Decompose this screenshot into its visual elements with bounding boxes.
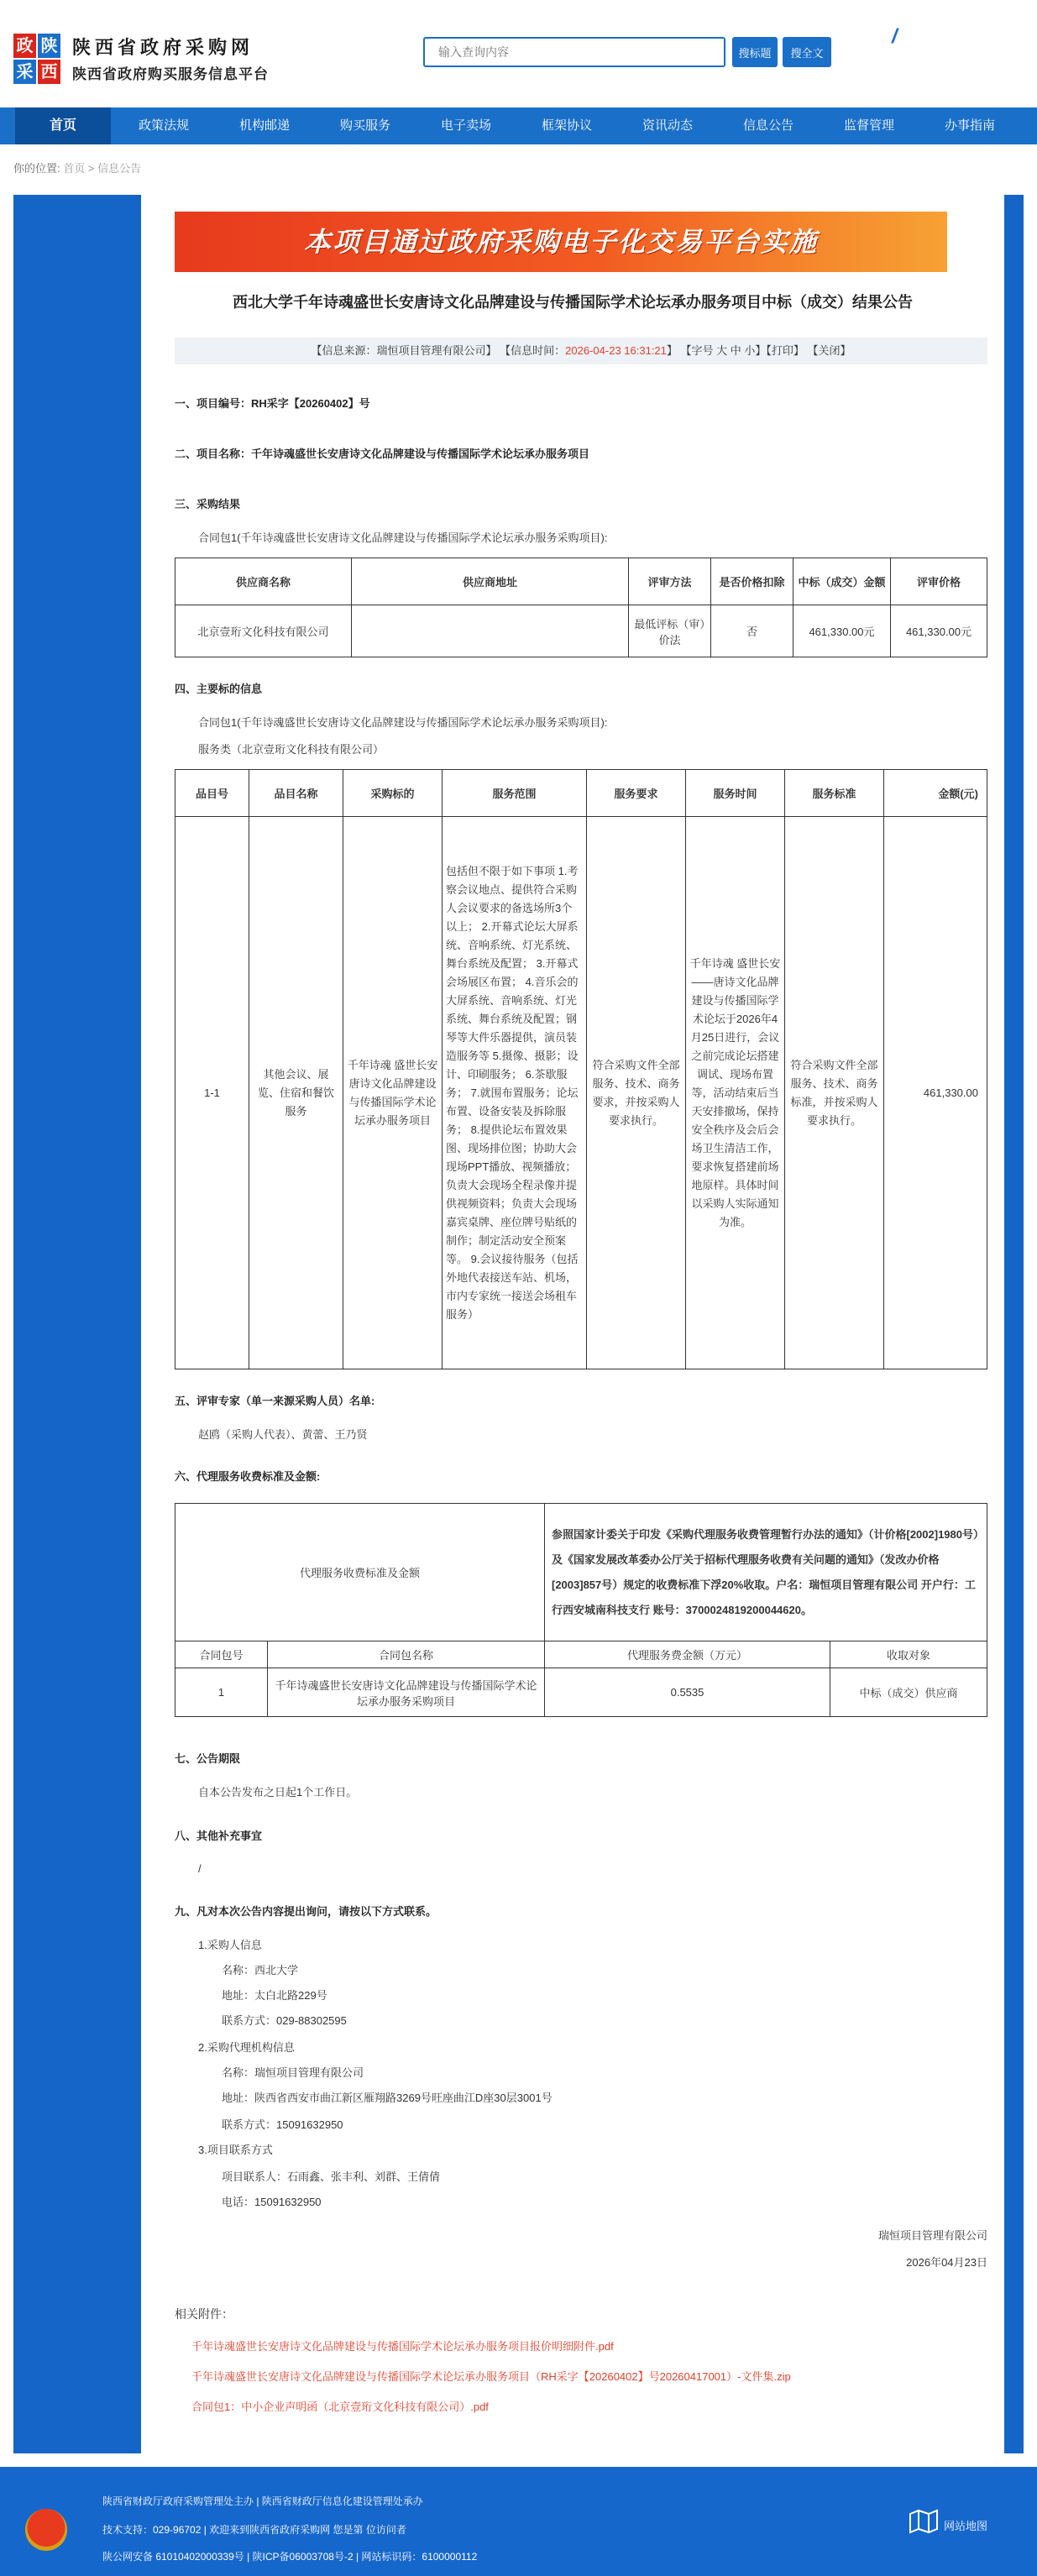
package-no: 1 — [175, 1668, 268, 1717]
contact-agency-heading: 2.采购代理机构信息 — [198, 2041, 295, 2054]
fee-standard-description: 参照国家计委关于印发《采购代理服务收费管理暂行办法的通知》（计价格[2002]1980号）及《国家发展改革委办公厅关于招标代理服务收费有关问题的通知》（发改办价格[2003]857号）规定的收费标准下浮20%收取。户名：瑞恒项目管理有限公司 开户行：工行西安城南科技支行 账号：3700024819200044620。 — [545, 1504, 987, 1641]
section-4-package: 合同包1(千年诗魂盛世长安唐诗文化品牌建设与传播国际学术论坛承办服务采购项目): — [198, 716, 608, 729]
table-header: 品目名称 — [249, 770, 343, 817]
footer — [0, 2467, 1037, 2576]
site-logo[interactable] — [13, 34, 60, 84]
attachments-title: 相关附件： — [175, 2307, 233, 2321]
nav-item-policy[interactable]: 政策法规 — [138, 118, 189, 133]
nav-item-home[interactable]: 首页 — [15, 107, 111, 144]
footer-registration: 陕公网安备 61010402000339号 | 陕ICP备06003708号-2 | 网站标识码：6100000112 — [102, 2551, 478, 2563]
right-decoration-band — [1004, 195, 1024, 2453]
footer-support: 技术支持：029-96702 | 欢迎来到陕西省政府采购网 您是第 位访问者 — [102, 2524, 406, 2536]
contact-agency-name: 名称：瑞恒项目管理有限公司 — [222, 2066, 364, 2079]
section-3-title: 三、采购结果 — [175, 498, 241, 510]
item-no: 1-1 — [175, 817, 249, 1369]
section-3-package: 合同包1(千年诗魂盛世长安唐诗文化品牌建设与传播国际学术论坛承办服务采购项目): — [198, 531, 608, 544]
info-time-label: 【信息时间： — [500, 344, 566, 357]
main-item-table — [175, 769, 987, 1369]
contact-purchaser-address: 地址：太白北路229号 — [222, 1989, 327, 2002]
info-tools[interactable]: 【字号 大 中 小】【打印】 【关闭】 — [680, 344, 851, 357]
item-requirement: 符合采购文件全部服务、技术、商务要求，并按采购人要求执行。 — [587, 817, 686, 1369]
section-4-title: 四、主要标的信息 — [175, 683, 263, 695]
table-header: 采购标的 — [343, 770, 443, 817]
nav-item-framework[interactable]: 框架协议 — [541, 118, 592, 133]
header — [0, 0, 1037, 107]
section-4-service-type: 服务类（北京壹珩文化科技有限公司） — [198, 743, 385, 756]
section-1-project-number: 一、项目编号：RH采字【20260402】号 — [175, 397, 370, 410]
search-title-button[interactable]: 搜标题 — [732, 37, 778, 67]
item-target: 千年诗魂 盛世长安 唐诗文化品牌建设与传播国际学术论坛承办服务项目 — [343, 817, 443, 1369]
supplier-name: 北京壹珩文化科技有限公司 — [175, 605, 352, 657]
footer-sponsor: 陕西省财政厅政府采购管理处主办 | 陕西省财政厅信息化建设管理处承办 — [102, 2495, 423, 2507]
award-amount: 461,330.00元 — [793, 605, 891, 657]
table-header: 合同包名称 — [268, 1641, 545, 1668]
table-header: 服务要求 — [587, 770, 686, 817]
table-header: 收取对象 — [830, 1641, 987, 1668]
e-trading-banner: 本项目通过政府采购电子化交易平台实施 — [175, 212, 947, 272]
contact-purchaser-heading: 1.采购人信息 — [198, 1939, 262, 1951]
section-9-title: 九、凡对本次公告内容提出询问，请按以下方式联系。 — [175, 1905, 437, 1918]
info-time-end: 】 — [666, 344, 678, 357]
site-title: 陕西省政府采购网 — [72, 37, 254, 58]
section-7-text: 自本公告发布之日起1个工作日。 — [198, 1786, 358, 1798]
contact-project-phone: 电话：15091632950 — [222, 2196, 322, 2208]
section-2-project-name: 二、项目名称：千年诗魂盛世长安唐诗文化品牌建设与传播国际学术论坛承办服务项目 — [175, 448, 590, 460]
table-row — [175, 817, 987, 1369]
section-8-text: / — [198, 1862, 202, 1875]
search-input[interactable] — [423, 37, 725, 67]
table-header: 中标（成交）金额 — [793, 558, 891, 605]
section-7-title: 七、公告期限 — [175, 1752, 241, 1765]
nav-item-agencies[interactable]: 机构邮递 — [238, 118, 290, 133]
contact-project-people: 项目联系人：石雨鑫、张丰利、刘群、王倩倩 — [222, 2170, 441, 2183]
info-time: 2026-04-23 16:31:21 — [565, 344, 667, 357]
item-time: 千年诗魂 盛世长安——唐诗文化品牌建设与传播国际学术论坛于2026年4月25日进行，会议之前完成论坛搭建调试、现场布置等，活动结束后当天安排撤场，保持安全秩序及会后会场卫生清洁工作，要求恢复搭建前场地原样。具体时间以采购人实际通知为准。 — [686, 817, 785, 1369]
breadcrumb-prefix: 你的位置: — [13, 162, 60, 175]
attachment-link[interactable]: 合同包1：中小企业声明函（北京壹珩文化科技有限公司）.pdf — [191, 2401, 489, 2413]
evaluation-price: 461,330.00元 — [891, 605, 987, 657]
nav-item-supervision[interactable]: 监督管理 — [843, 118, 894, 133]
item-amount: 461,330.00 — [884, 817, 987, 1369]
table-header: 合同包号 — [175, 1641, 268, 1668]
nav-item-e-mall[interactable]: 电子卖场 — [440, 118, 491, 133]
agency-fee-table — [175, 1503, 987, 1717]
logo-char: 陕 — [38, 34, 60, 58]
table-header: 品目号 — [175, 770, 249, 817]
breadcrumb-current[interactable]: 信息公告 — [97, 162, 142, 175]
table-header: 是否价格扣除 — [711, 558, 793, 605]
price-deduction: 否 — [711, 605, 793, 657]
table-header: 代理服务费金额（万元） — [545, 1641, 830, 1668]
table-header: 服务范围 — [443, 770, 587, 817]
procurement-result-table — [175, 558, 987, 657]
section-8-title: 八、其他补充事宜 — [175, 1830, 263, 1842]
contact-agency-phone: 联系方式：15091632950 — [222, 2118, 343, 2131]
info-source: 【信息来源：瑞恒项目管理有限公司】 — [311, 344, 497, 357]
table-header: 评审方法 — [629, 558, 711, 605]
search-fulltext-button[interactable]: 搜全文 — [783, 37, 831, 67]
left-decoration-band — [13, 195, 141, 2453]
main-nav — [0, 107, 1037, 144]
attachment-link[interactable]: 千年诗魂盛世长安唐诗文化品牌建设与传播国际学术论坛承办服务项目（RH采字【20260402】号20260417001）-文件集.zip — [191, 2370, 791, 2383]
fee-payer: 中标（成交）供应商 — [830, 1668, 987, 1717]
evaluation-method: 最低评标（审）价法 — [629, 605, 711, 657]
section-5-title: 五、评审专家（单一来源采购人员）名单: — [175, 1395, 375, 1407]
sitemap-icon[interactable] — [907, 2509, 940, 2534]
item-scope: 包括但不限于如下事项 1.考察会议地点、提供符合采购人会议要求的备选场所3个以上； 2.开幕式论坛大屏系统、音响系统、灯光系统、舞台系统及配置； 3.开幕式会场展区布置； 4.音乐会的大屏系统、音响系统、灯光系统、舞台系统及配置；钢琴等大件乐器提供，演员装造服务等 5.摄像、摄影；设计、印刷服务； 6.茶歇服务； 7.就围布置服务；论坛布置、设备安装及拆除服务； 8.提供论坛布置效果图、现场排位图；协助大会现场PPT播放、视频播放；负责大会现场全程录像并提供视频资料；负责大会现场嘉宾桌牌、座位牌号贴纸的制作；制定活动安全预案等。 9.会议接待服务（包括外地代表接送车站、机场，市内专家统一接送会场租车服务） — [443, 817, 587, 1369]
logo-char: 西 — [38, 60, 60, 84]
nav-item-purchase-services[interactable]: 购买服务 — [339, 118, 390, 133]
decorative-slash: / — [892, 25, 898, 48]
fee-standard-label: 代理服务收费标准及金额 — [175, 1504, 545, 1641]
table-header: 金额(元) — [884, 770, 987, 817]
contact-purchaser-name: 名称：西北大学 — [222, 1964, 299, 1977]
item-name: 其他会议、展览、住宿和餐饮服务 — [249, 817, 343, 1369]
table-header: 服务标准 — [785, 770, 884, 817]
signature-org: 瑞恒项目管理有限公司 — [877, 2229, 987, 2242]
item-standard: 符合采购文件全部服务、技术、商务标准，并按采购人要求执行。 — [785, 817, 884, 1369]
article-info-bar — [175, 338, 987, 364]
agency-fee: 0.5535 — [545, 1668, 830, 1717]
attachment-link[interactable]: 千年诗魂盛世长安唐诗文化品牌建设与传播国际学术论坛承办服务项目报价明细附件.pdf — [191, 2340, 614, 2353]
sitemap-link[interactable]: 网站地图 — [944, 2520, 988, 2532]
contact-agency-address: 地址：陕西省西安市曲江新区雁翔路3269号旺座曲江D座30层3001号 — [222, 2092, 553, 2104]
government-badge-icon[interactable] — [25, 2509, 67, 2551]
package-name: 千年诗魂盛世长安唐诗文化品牌建设与传播国际学术论坛承办服务采购项目 — [268, 1668, 545, 1717]
table-header: 服务时间 — [686, 770, 785, 817]
nav-item-news[interactable]: 资讯动态 — [642, 118, 693, 133]
table-header: 供应商名称 — [175, 558, 352, 605]
nav-item-announcements[interactable]: 信息公告 — [742, 118, 793, 133]
article-content — [141, 195, 1004, 2453]
logo-char: 采 — [13, 60, 36, 84]
signature-date: 2026年04月23日 — [906, 2256, 987, 2269]
site-subtitle: 陕西省政府购买服务信息平台 — [72, 66, 269, 82]
section-6-title: 六、代理服务收费标准及金额: — [175, 1470, 321, 1483]
article-title: 西北大学千年诗魂盛世长安唐诗文化品牌建设与传播国际学术论坛承办服务项目中标（成交）结果公告 — [233, 294, 913, 311]
supplier-address — [352, 605, 629, 657]
table-row — [175, 1668, 987, 1717]
logo-char: 政 — [13, 34, 36, 58]
breadcrumb — [13, 160, 141, 175]
contact-purchaser-phone: 联系方式：029-88302595 — [222, 2014, 347, 2027]
table-row — [175, 605, 987, 657]
breadcrumb-separator: > — [87, 162, 98, 175]
table-header: 供应商地址 — [352, 558, 629, 605]
section-5-names: 赵鸥（采购人代表）、黄蕾、王乃贤 — [198, 1428, 368, 1441]
nav-item-guide[interactable]: 办事指南 — [944, 118, 995, 133]
contact-project-heading: 3.项目联系方式 — [198, 2144, 273, 2156]
table-header: 评审价格 — [891, 558, 987, 605]
breadcrumb-home[interactable]: 首页 — [63, 162, 86, 175]
